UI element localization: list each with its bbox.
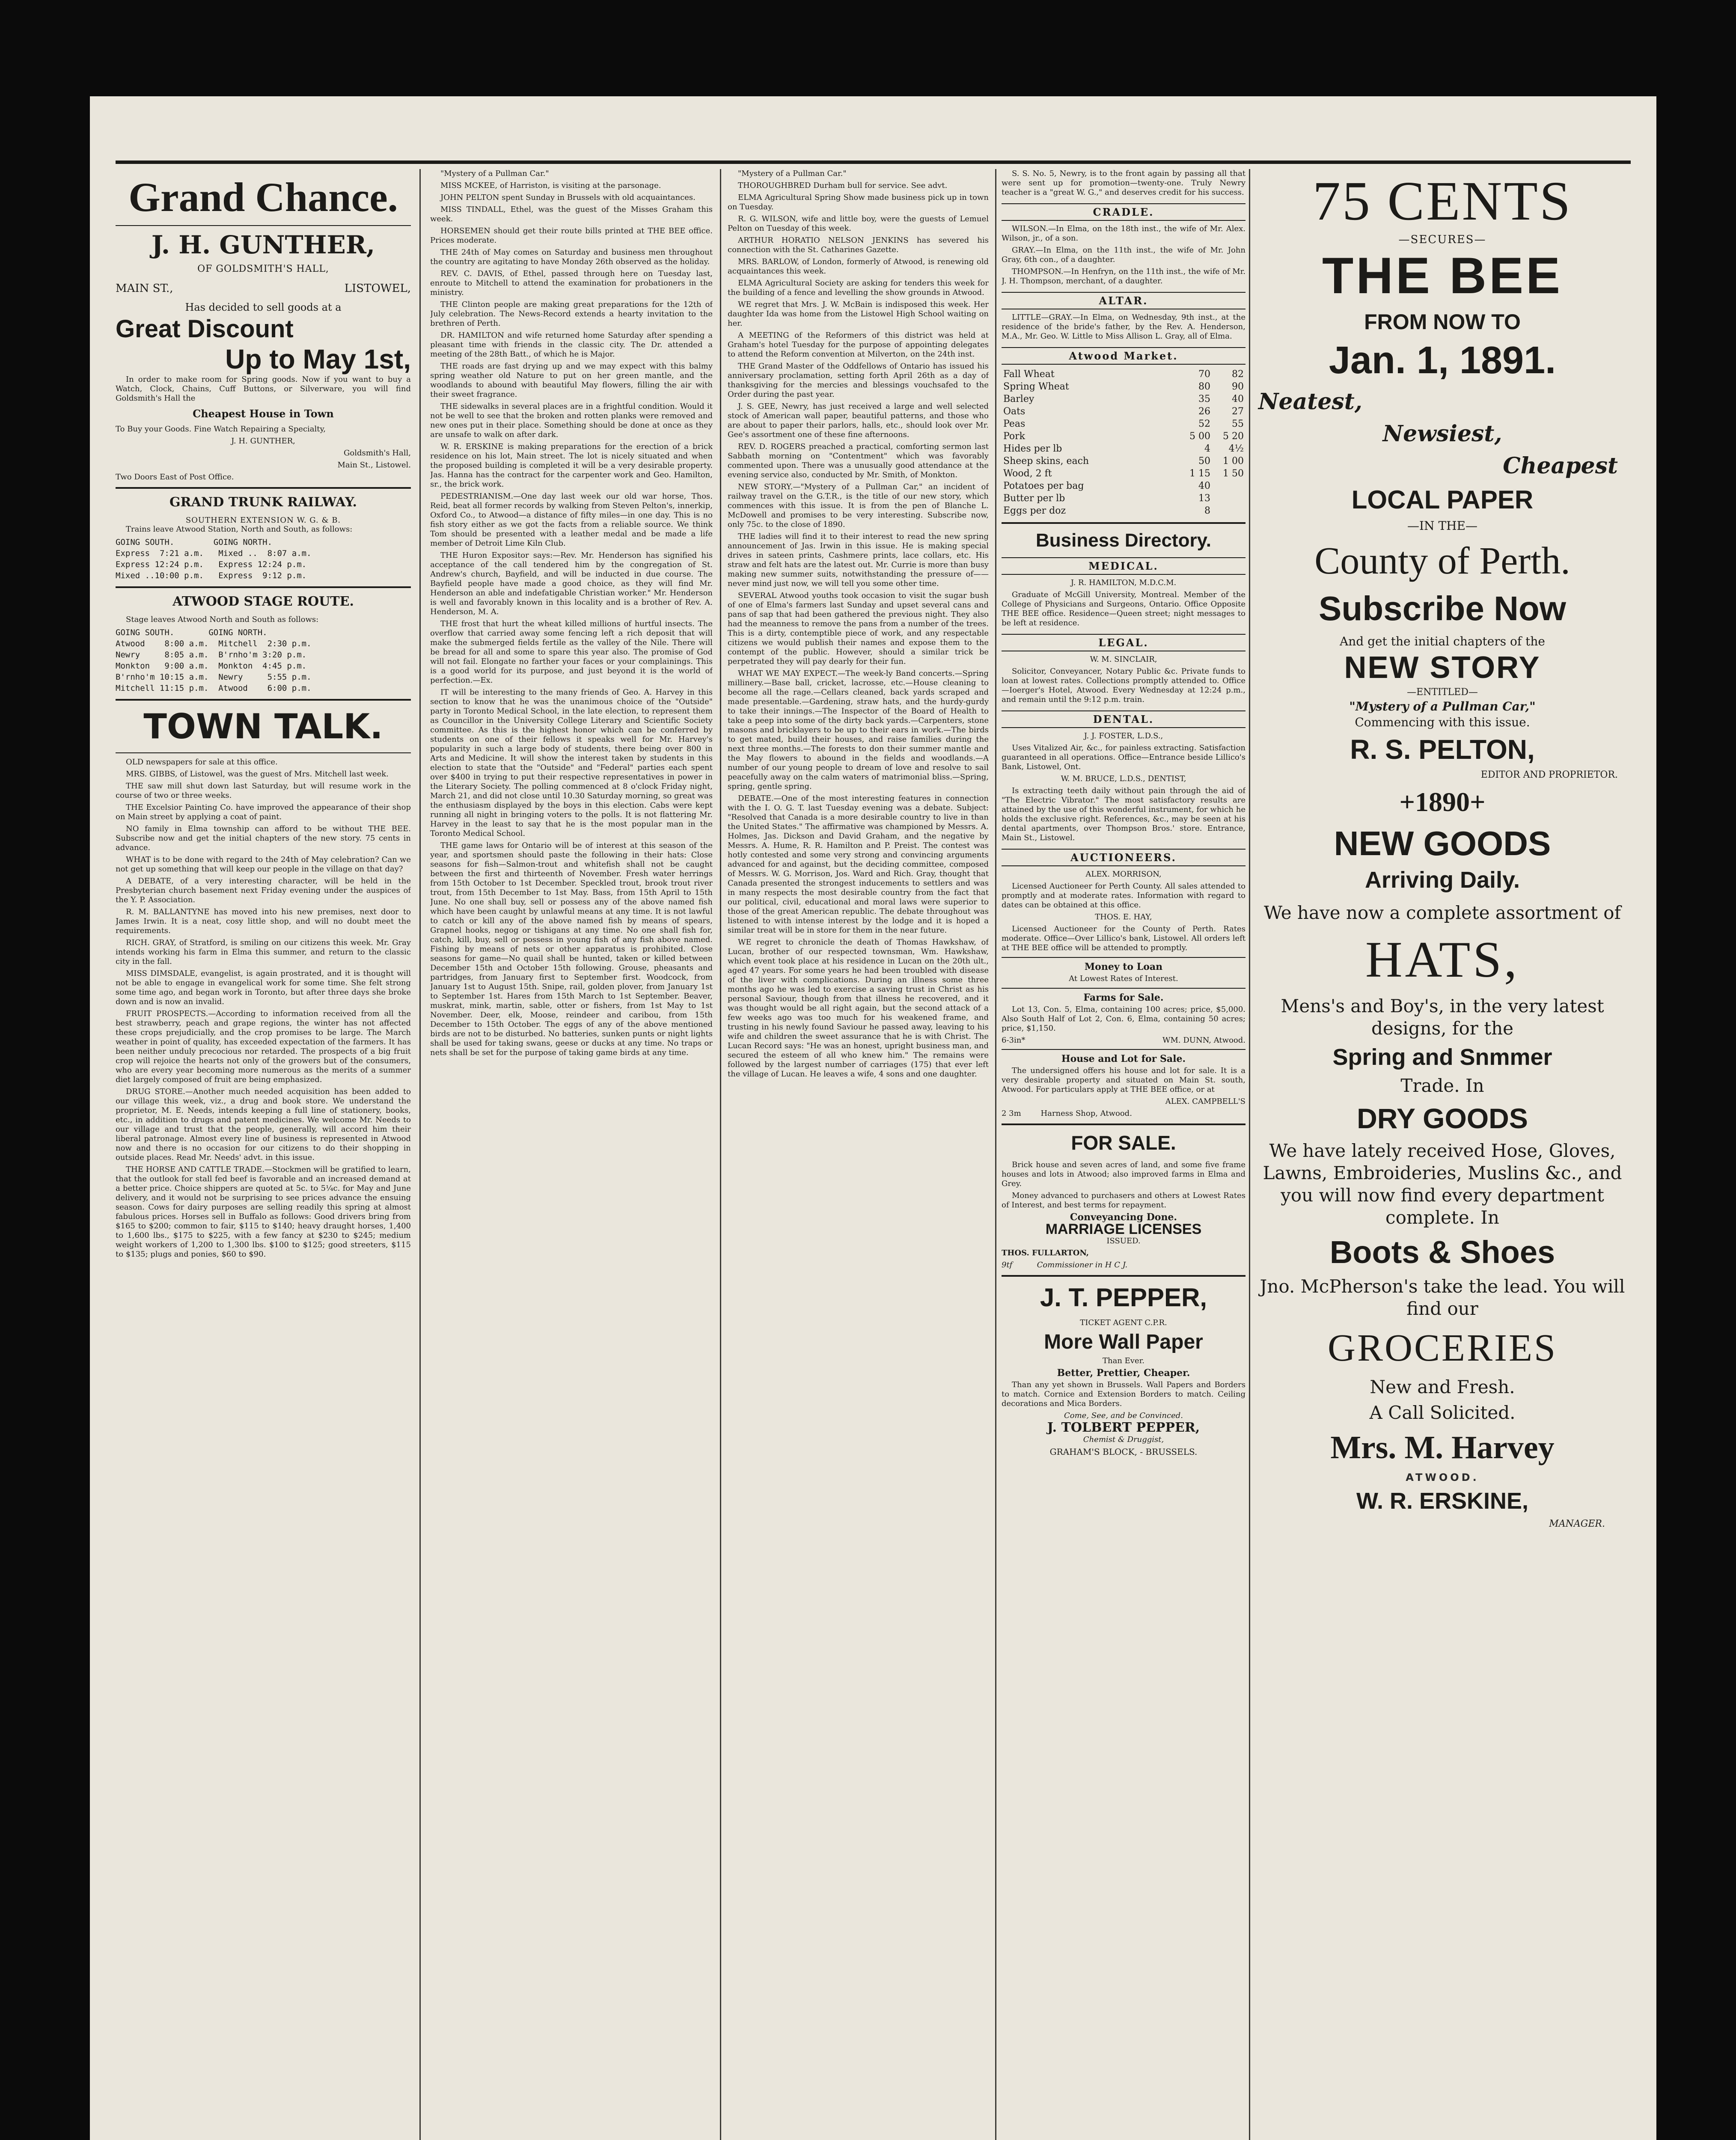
market-price-low: 1 15 [1189,468,1210,479]
buy-line: To Buy your Goods. Fine Watch Repairing a Specialty, [116,425,326,434]
cheapest-house: Cheapest House in Town [193,407,334,420]
sinclair-text: Solicitor, Conveyancer, Notary Public &c. Private funds to loan at lowest rates. Collections promptly attended to. Office—Ioerger's Hotel, Atwood. Every Wednesday at 12:24 p.m., and remain until the 9:12 p.m. train. [1002,667,1246,704]
divider [116,225,411,226]
address-left: MAIN ST., [116,282,173,295]
morrison-text: Licensed Auctioneer for Perth County. All sales attended to promptly and at moderate rates. Information with regard to dates can be obtained at this office. [1002,882,1246,910]
hats: HATS, [1365,931,1520,988]
hay-text: Licensed Auctioneer for the County of Perth. Rates moderate. Office—Over Lillico's bank, Listowel. All orders left at THE BEE office will be attended to promptly. [1002,924,1246,952]
local-item: THOROUGHBRED Durham bull for service. See advt. [738,181,948,190]
local-item: SEVERAL Atwood youths took occasion to visit the sugar bush of one of Elma's farmers last Sunday and upset several cans and pans of sap that had been gathered the previous night. They also had the meanness to remove the pans from a number of the trees. This is a dirty, contemptible piece of work, and any respectable citizens we would publish their names and expose them to the contempt of the public. However, should a similar trick be perpetrated they will pay dearly for their fun. [728,591,989,666]
mrs-harvey: Mrs. M. Harvey [1330,1430,1555,1465]
market-item: Wood, 2 ft [1003,468,1052,479]
for-sale: FOR SALE. [1071,1132,1176,1154]
local-paper: LOCAL PAPER [1351,485,1534,514]
forsale-text: Brick house and seven acres of land, and some five frame houses and lots in Atwood; also improved farms in Elma and Grey. [1002,1160,1246,1188]
market-price-high: 82 [1232,369,1244,380]
new-goods: NEW GOODS [1334,824,1551,862]
local-item: REV. C. DAVIS, of Ethel, passed through here on Tuesday last, enroute to Mitchell to attend the examination for probationers in the ministry. [430,269,713,297]
gunther-intro: Has decided to sell goods at a [185,301,342,313]
market-price-low: 5 00 [1189,431,1210,442]
new-fresh: New and Fresh. [1370,1376,1515,1397]
divider [116,752,411,753]
local-item: JOHN PELTON spent Sunday in Brussels with old acquaintances. [440,193,696,202]
market-item: Peas [1003,419,1026,429]
market-row [1002,418,1246,430]
market-row [1002,455,1246,467]
trade-in: Trade. In [1400,1075,1484,1096]
stage-intro: Stage leaves Atwood North and South as follows: [126,615,319,624]
column-rule [995,169,996,2140]
mystery-title: "Mystery of a Pullman Car," [1349,699,1536,713]
top-rule [116,160,1631,164]
market-row [1002,368,1246,380]
market-row [1002,443,1246,455]
address-right: LISTOWEL, [344,282,411,295]
gunther-name: J. H. GUNTHER, [151,230,375,259]
new-story: NEW STORY [1344,651,1541,685]
wall-paper: More Wall Paper [1044,1331,1203,1353]
train-schedule: GOING SOUTH. GOING NORTH. Express 7:21 a.m. Mixed .. 8:07 a.m. Express 12:24 p.m. Express 12:24 p.m. Mixed ..10:00 p.m. Express 9:12 p.m. [116,538,312,580]
local-item: REV. D. ROGERS preached a practical, comforting sermon last Sabbath morning on "Contentment" which was favorably commented upon. There was a unusually good attendance at the evening service also, conducted by Mr. Smith, of Monkton. [728,442,989,479]
market-row [1002,480,1246,492]
local-item: MISS MCKEE, of Harriston, is visiting at the parsonage. [440,181,661,190]
call-solicited: A Call Solicited. [1369,1402,1516,1423]
tt-item: A DEBATE, of a very interesting character, will be held in the Presbyterian church basement next Friday evening under the auspices of the Y. P. Association. [116,877,411,904]
wall-text: Than any yet shown in Brussels. Wall Papers and Borders to match. Cornice and Extension Borders to match. Ceiling decorations and Mica Borders. [1002,1380,1246,1408]
market-head: Atwood Market. [1002,347,1246,365]
local-item: THE ladies will find it to their interest to read the new spring announcement of Jas. Irwin in this issue. He is making special drives in sateen prints, Cashmere prints, lace collars, etc. His straw and felt hats are the latest out. Mr. Currie is more than busy making new summer suits, notwithstanding the pressure of——never mind just now, we will tell you some other time. [728,532,989,588]
local-item: "Mystery of a Pullman Car." [440,169,549,178]
farms-head: Farms for Sale. [1083,992,1164,1003]
divider [1002,1049,1246,1050]
column-3 [728,169,989,2140]
spring-summer: Spring and Snmmer [1332,1044,1552,1070]
tt-item: MISS DIMSDALE, evangelist, is again prostrated, and it is thought will not be able to engage in evangelical work for some time. She felt strong some time ago, and began work in Toronto, but after three days she broke down and is now an invalid. [116,969,411,1006]
market-item: Fall Wheat [1003,369,1055,380]
market-price-low: 4 [1204,443,1210,454]
local-item: A MEETING of the Reformers of this district was held at Graham's hotel Tuesday for the purpose of appointing delegates to attend the Reform convention at Milverton, on the 24th inst. [728,331,989,359]
newsiest: Newsiest, [1382,421,1502,447]
jan-1891: Jan. 1, 1891. [1329,339,1556,382]
town-talk-title: TOWN TALK. [143,707,383,746]
tt-item: OLD newspapers for sale at this office. [126,758,278,767]
divider [1002,957,1246,958]
tt-item: DRUG STORE.—Another much needed acquisition has been added to our village this week, viz., a drug and book store. We understand the proprietor, M. E. Needs, intends keeping a full line of stationery, books, etc., in addition to drugs and patent medicines. We welcome Mr. Needs to our village and trust that the people, generally, will accord him their liberal patronage. Almost every line of business is represented in Atwood now and there is no occasion for our citizens to do their shopping in outside places. Read Mr. Needs' advt. in this issue. [116,1087,411,1162]
farms-sig [1002,1036,1246,1045]
column-4 [1002,169,1246,2140]
tt-item: WHAT is to be done with regard to the 24th of May celebration? Can we not get up something that will keep our people in the village on that day? [116,855,411,874]
bruce-name: W. M. BRUCE, L.D.S., DENTIST, [1061,774,1186,783]
divider [1002,1124,1246,1125]
newry-item: S. S. No. 5, Newry, is to the front again by passing all that were sent up for promotion—twenty-one. Truly Newry teacher is a "great W. G.," and deserves credit for his success. [1002,169,1246,197]
local-item: MISS TINDALL, Ethel, was the guest of the Misses Graham this week. [430,205,713,223]
tt-item: THE saw mill shut down last Saturday, but will resume work in the course of two or three weeks. [116,782,411,800]
in-the: —IN THE— [1407,519,1477,533]
column-rule [720,169,721,2140]
bruce-text: Is extracting teeth daily without pain through the aid of "The Electric Vibrator." The most satisfactory results are attained by the use of this wonderful instrument, for which he holds the exclusive right. References, &c., may be seen at his dental apartments, over Thompson Bros.' store. Entrance, Main St., Listowel. [1002,786,1246,842]
tt-item: MRS. GIBBS, of Listowel, was the guest of Mrs. Mitchell last week. [126,770,389,779]
stage-head: ATWOOD STAGE ROUTE. [172,594,354,609]
market-item: Butter per lb [1003,493,1065,504]
mcpherson: Jno. McPherson's take the lead. You will find our [1260,1276,1625,1319]
conveyancing: Conveyancing Done. [1070,1212,1177,1223]
market-row [1002,492,1246,505]
market-price-low: 35 [1198,394,1210,404]
market-price-high [1212,492,1246,505]
manager: MANAGER. [1549,1519,1605,1529]
sig-3: Main St., Listowel. [337,461,411,470]
house-sig: ALEX. CAMPBELL'S [1165,1097,1246,1106]
grand-chance-title: Grand Chance. [128,174,398,220]
market-price-low: 40 [1198,481,1210,491]
up-to-may: Up to May 1st, [225,344,411,374]
market-item: Spring Wheat [1003,381,1069,392]
local-item: WE regret to chronicle the death of Thomas Hawkshaw, of Lucan, brother of our respected townsman, Wm. Hawkshaw, which event took place at his residence in Lucan on the 20th ult., aged 47 years. For some years he had been troubled with disease of the liver with complications. During an illness some three months ago he was led to exercise a saving trust in Christ as his personal Saviour, though from that illness he recovered, and it was thought would be all right again, but the second attack of a few weeks ago was too much for his weakened frame, and trusting in his newly found Saviour he passed away, leaving to his wife and children the sweet assurance that he is with Christ. The Lucan Record says: "He was an honest, upright business man, and secured the esteem of all who knew him." The remains were followed by the largest number of carriages (175) that ever left the village of Lucan. He leaves a wife, 4 sons and one daughter. [728,938,989,1079]
market-row [1002,467,1246,480]
market-row [1002,380,1246,393]
local-item: THE sidewalks in several places are in a frightful condition. Would it not be well to see that the broken and rotten planks were removed and new ones put in their place. Something should be done at once as they are unsafe to walk on after dark. [430,402,713,439]
cradle-item: WILSON.—In Elma, on the 18th inst., the wife of Mr. Alex. Wilson, jr., of a son. [1002,224,1246,243]
house-sig-2: 2 3m Harness Shop, Atwood. [1002,1109,1132,1118]
business-directory: Business Directory. [1035,530,1211,551]
market-price-low: 70 [1198,369,1210,380]
sinclair-name: W. M. SINCLAIR, [1090,655,1157,664]
cheapest: Cheapest [1503,453,1618,479]
medical-head: MEDICAL. [1002,557,1246,575]
seventy-five-cents: 75 CENTS [1312,170,1573,232]
auctioneers-head: AUCTIONEERS. [1002,849,1246,866]
tt-item: THE Excelsior Painting Co. have improved the appearance of their shop on Main street by applying a coat of paint. [116,803,411,821]
erskine: W. R. ERSKINE, [1356,1488,1529,1514]
local-item: THE game laws for Ontario will be of interest at this season of the year, and sportsmen should paste the following in their hats: Close seasons for fish—Salmon-trout and whitefish shall not be caught between the first and thirteenth of November. Fresh water herrings from 15th October to 1st December. Speckled trout, brook trout river trout, from 15th December to 1st May. Bass, from 15th April to 15th June. No one shall buy, sell or possess any of the above named fish which have been caught by unlawful means at any time. It is not lawful to catch or kill any of the above named fish by means of spears, Grapnel hooks, negog or tishigans at any time. No one shall fish for, catch, kill, buy, sell or possess in young fish of any fish above named. Fishing by means of nets or other apparatus is prohibited. Close seasons for game—No quail shall be hunted, taken or killed between December 15th and October 15th following. Grouse, pheasants and partridges, from January first to September first. Woodcock, from January 1st to August 15th. Snipe, rail, golden plover, from January 1st to September 1st. Hares from 15th March to 1st September. Beaver, muskrat, mink, martin, sable, otter or fishers, from 1st May to 1st November. Deer, elk, Moose, reindeer and caribou, from 15th December to 15th October. The eggs of any of the above mentioned birds are not to be disturbed. No batteries, sunken punts or night lights shall be used for taking swans, geese or ducks at any time. No traps or nets shall be set for the purpose of taking game birds at any time. [430,841,713,1057]
foster-text: Uses Vitalized Air, &c., for painless extracting. Satisfaction guaranteed in all operations. Office—Entrance beside Lillico's Bank, Listowel, Ont. [1002,743,1246,771]
local-item: THE Huron Expositor says:—Rev. Mr. Henderson has signified his acceptance of the call tendered him by the congregation of St. Andrew's church, Bayfield, and will be inducted in due course. The Bayfield people have made a good choice, as they will find Mr. Henderson an able and indefatigable Christian worker." Mr. Henderson is well and favorably known in this locality and is a brother of Rev. A. Henderson, M. A. [430,551,713,616]
fullarton-2: 9tf Commissioner in H C J. [1002,1260,1128,1269]
local-item: WE regret that Mrs. J. W. McBain is indisposed this week. Her daughter Ida was home from the Listowel High School waiting on her. [728,300,989,328]
local-item: IT will be interesting to the many friends of Geo. A. Harvey in this section to know that he was the unanimous choice of the "Outside" party in Toronto Medical School, in the late election, to represent them as Councillor in the University College Literary and Scientific Society committee. As this is the highest honor which can be conferred by students on one of their fellows it speaks well for Mr. Harvey's popularity in such a large body of students, there being over 800 in Arts and Medicine. It will show the interest taken by students in this election to state that the "Outside" and "Federal" parties each spent over $400 in trying to put their respective representatives in power in the Literary Society. The polling commenced at 8 o'clock Friday night, March 21, and did not close until 10.30 Saturday morning, so great was the enthusiasm displayed by the boys in this election. Cabs were kept running all night in bringing voters to the polls. It is not flattering Mr. Harvey in the least to say that he is the most popular man in the Toronto Medical School. [430,688,713,838]
the-bee: THE BEE [1322,247,1563,304]
money-head: Money to Loan [1084,961,1163,972]
pepper-name: J. T. PEPPER, [1040,1283,1207,1312]
marriage-licenses: MARRIAGE LICENSES [1045,1221,1202,1237]
neatest: Neatest, [1258,389,1362,415]
address-line [116,282,411,295]
mens-boys: Mens's and Boy's, in the very latest designs, for the [1281,996,1604,1039]
local-item: THE roads are fast drying up and we may expect with this balmy spring weather old Nature to put on her green mantle, and the woodlands to abound with beautiful May flowers, filling the air with their sweet fragrance. [430,362,713,399]
market-price-low: 13 [1198,493,1210,504]
hamilton-text: Graduate of McGill University, Montreal. Member of the College of Physicians and Surgeons, Ontario. Office Opposite THE BEE office. Residence—Queen street; night messages to be left at residence. [1002,590,1246,627]
goldsmiths-hall: OF GOLDSMITH'S HALL, [197,264,329,274]
market-price-high: 4½ [1228,443,1244,454]
divider [116,586,411,588]
house-head: House and Lot for Sale. [1061,1053,1186,1064]
sig-4: Two Doors East of Post Office. [116,473,234,482]
market-item: Hides per lb [1003,443,1062,454]
tt-item: FRUIT PROSPECTS.—According to information received from all the best strawberry, peach and grape regions, the winter has not affected these crops prejudicially, and the crop promises to be large. The March weather in point of quality, has exceeded expectation of the farmers. It has been neither unduly precocious nor retarded. The prospects of a big fruit crop will rejoice the hearts not only of the growers but of the consumers, who are every year becoming more numerous as the merits of a summer diet largely composed of fruit are being emphasized. [116,1009,411,1084]
great-discount: Great Discount [116,315,294,343]
grahams-block: GRAHAM'S BLOCK, - BRUSSELS. [1049,1447,1198,1457]
local-item: ARTHUR HORATIO NELSON JENKINS has severed his connection with the St. Catharines Gazette. [728,236,989,254]
market-price-high [1212,480,1246,492]
market-row [1002,393,1246,405]
lately-received: We have lately received Hose, Gloves, Lawns, Embroideries, Muslins &c., and you will now find every department complete. In [1263,1140,1622,1228]
fullarton: THOS. FULLARTON, [1002,1248,1089,1257]
market-price-high: 27 [1232,406,1244,417]
local-item: R. G. WILSON, wife and little boy, were the guests of Lemuel Pelton on Tuesday of this week. [728,214,989,233]
local-item: DR. HAMILTON and wife returned home Saturday after spending a pleasant time with friends in the classic city. The Dr. attended a meeting of the 28th Batt., of which he is Major. [430,331,713,359]
divider [1002,1275,1246,1277]
market-price-low: 80 [1198,381,1210,392]
local-item: DEBATE.—One of the most interesting features in connection with the I. O. G. T. last Tuesday evening was a debate. Subject: "Resolved that Canada is a more desirable country to live in than the United States." The affirmative was championed by Messrs. A. Holmes, Jas. Dickson and David Graham, and the negative by Messrs. A. Hume, R. R. Hamilton and P. Preist. The contest was hotly contested and some very strong and convincing arguments advanced for and against, but the deciding committee, composed of Messrs. W. G. Morrison, Jos. Ward and Rich. Gray, thought that Canada presented the strongest inducements to settlers and was in many respects the most desirable country from the fact that our political, civil, educational and moral laws were superior to those of the great American republic. The debate throughout was listened to with intense interest by the lodge and it is hoped a similar treat will be in store for them in the near future. [728,794,989,935]
newspaper-page [90,96,1656,2140]
cradle-item: GRAY.—In Elma, on the 11th inst., the wife of Mr. John Gray, 6th con., of a daughter. [1002,246,1246,264]
local-item: "Mystery of a Pullman Car." [738,169,847,178]
market-price-high: 90 [1232,381,1244,392]
local-item: WHAT WE MAY EXPECT.—The week-ly Band concerts.—Spring millinery.—Base ball, cricket, lacrosse, etc.—House cleaning to become all the rage.—Cellars cleaned, back yards scraped and made presentable.—Gardening, straw hats, and the hurdy-gurdy to take their innings.—The Inspector of the Board of Health to take a peep into some of the dirty back yards.—Carpenters, stone masons and bricklayers to be up to their ears in work.—The birds to get mated, build their houses, and raise families during the next three months.—The forests to don their summer mantle and the May flowers to abound in the fields and woodlands.—A number of our young people to dream of love and resolve to sail peacefully away on the calm waters of matrimonial bliss.—Spring, spring, gentle spring. [728,669,989,791]
tolbert-pepper: J. TOLBERT PEPPER, [1047,1420,1200,1435]
market-row [1002,405,1246,418]
altar-head: ALTAR. [1002,292,1246,309]
money-line: At Lowest Rates of Interest. [1069,974,1178,983]
local-item: ELMA Agricultural Society are asking for tenders this week for the building of a fence and levelling the show grounds in Atwood. [728,279,989,297]
hay-name: THOS. E. HAY, [1095,912,1152,921]
local-item: J. S. GEE, Newry, has just received a large and well selected stock of American wall paper, beautiful patterns, and those who are about to paper their parlors, halls, etc., should look over Mr. Gee's assortment one of these fine afternoons. [728,402,989,439]
secures: —SECURES— [1398,233,1486,246]
column-rule [1249,169,1250,2140]
market-price-high [1212,505,1246,517]
pelton-name: R. S. PELTON, [1350,734,1535,765]
atwood: ATWOOD. [1406,1471,1479,1483]
altar-item: LITTLE—GRAY.—In Elma, on Wednesday, 9th inst., at the residence of the bride's father, by the Rev. A. Henderson, M.A., Mr. Geo. W. Little to Miss Allison L. Gray, all of Elma. [1002,313,1246,341]
cradle-item: THOMPSON.—In Henfryn, on the 11th inst., the wife of Mr. J. H. Thompson, merchant, of a daughter. [1002,267,1246,285]
farms-sig-left: 6-3in* [1002,1036,1026,1045]
market-price-high: 5 20 [1223,431,1244,442]
market-item: Potatoes per bag [1003,481,1084,491]
column-1 [116,169,411,2140]
tt-item: R. M. BALLANTYNE has moved into his new premises, next door to James Irwin. It is a neat, cosy little shop, and will no doubt meet the requirements. [116,907,411,935]
legal-head: LEGAL. [1002,634,1246,651]
county-of-perth: County of Perth. [1314,540,1570,582]
hamilton-name: J. R. HAMILTON, M.D.C.M. [1070,578,1177,587]
editor-proprietor: EDITOR AND PROPRIETOR. [1480,770,1618,780]
tt-item: RICH. GRAY, of Stratford, is smiling on our citizens this week. Mr. Gray intends working his farm in Elma this summer, and return to the classic city in the fall. [116,938,411,966]
boots-shoes: Boots & Shoes [1329,1234,1555,1270]
local-item: NEW STORY.—"Mystery of a Pullman Car," an incident of railway travel on the G.T.R., is the title of our new story, which commences with this issue. It is from the pen of Blanche L. McDowell and promises to be very interesting. Subscribe now, only 75c. to the close of 1890. [728,482,989,529]
than-ever: Than Ever. [1103,1356,1144,1365]
trains-intro: Trains leave Atwood Station, North and South, as follows: [126,525,353,534]
market-row [1002,430,1246,443]
market-price-low: 26 [1198,406,1210,417]
local-item: THE 24th of May comes on Saturday and business men throughout the country are agitating to have Monday 26th observed as the holiday. [430,248,713,266]
issued: ISSUED. [1106,1236,1141,1245]
sig-2: Goldsmith's Hall, [344,449,411,458]
entitled: —ENTITLED— [1407,687,1478,698]
market-item: Oats [1003,406,1026,417]
local-item: W. R. ERSKINE is making preparations for the erection of a brick residence on his lot, Main street. The lot is nicely situated and when the proposed building is completed it will be a very desirable property. Jas. Hanna has the contract for the carpenter work and Geo. Hamilton, sr., the brick work. [430,442,713,489]
foster-name: J. J. FOSTER, L.D.S., [1084,731,1163,740]
dental-head: DENTAL. [1002,710,1246,728]
railway-head: GRAND TRUNK RAILWAY. [169,495,357,510]
market-table [1002,368,1246,517]
assortment: We have now a complete assortment of [1263,902,1621,923]
column-2 [430,169,713,2140]
year-1890: +1890+ [1399,787,1486,817]
forsale-text-2: Money advanced to purchasers and others at Lowest Rates of Interest, and best terms for repayment. [1002,1191,1246,1210]
local-item: THE frost that hurt the wheat killed millions of hurtful insects. The overflow that carried away some fencing left a rich deposit that will make the submerged fields fertile as the valley of the Nile. There will be bread for all and some to spare this year also. The promise of God will not fail. Elongate no farther your faces or your complainings. This is a good world for its purpose, and just beyond it is the world of perfection.—Ex. [430,619,713,685]
market-price-high: 40 [1232,394,1244,404]
divider [1002,522,1246,524]
sig-1: J. H. GUNTHER, [231,437,295,446]
cradle-head: CRADLE. [1002,203,1246,221]
market-price-low: 8 [1204,505,1210,516]
railway-sub: SOUTHERN EXTENSION W. G. & B. [185,516,341,525]
house-text: The undersigned offers his house and lot for sale. It is a very desirable property and situated on Main St. south, Atwood. For particulars apply at THE BEE office, or at [1002,1066,1246,1094]
come-see: Come, See, and be Convinced. [1064,1411,1183,1420]
initial-chapters: And get the initial chapters of the [1340,634,1545,648]
market-price-low: 50 [1198,456,1210,467]
market-price-high: 1 00 [1223,456,1244,467]
local-item: PEDESTRIANISM.—One day last week our old war horse, Thos. Reid, beat all former records by walking from Steven Pelton's, innerkip, Oxford Co., to Atwood—a distance of fifty miles—in one day. This is no fish story either as we got the facts from a reliable source. We think Tom should be presented with a leather medal and be made a life member of Detroit Lime Kiln Club. [430,492,713,548]
local-item: MRS. BARLOW, of London, formerly of Atwood, is renewing old acquaintances this week. [728,257,989,276]
tt-item: NO family in Elma township can afford to be without THE BEE. Subscribe now and get the initial chapters of the new story. 75 cents in advance. [116,824,411,852]
better-prettier: Better, Prettier, Cheaper. [1057,1367,1190,1379]
column-5-advertisement [1254,169,1631,2140]
local-item: THE Grand Master of the Oddfellows of Ontario has issued his anniversary proclamation, setting forth April 26th as a day of thanksgiving for the mercies and blessings vouchsafed to the Order during the past year. [728,362,989,399]
divider [116,487,411,489]
local-item: HORSEMEN should get their route bills printed at THE BEE office. Prices moderate. [430,226,713,245]
market-row [1002,505,1246,517]
divider [116,699,411,701]
market-item: Sheep skins, each [1003,456,1089,467]
from-now-to: FROM NOW TO [1364,310,1521,334]
market-item: Pork [1003,431,1026,442]
stage-schedule: GOING SOUTH. GOING NORTH. Atwood 8:00 a.m. Mitchell 2:30 p.m. Newry 8:05 a.m. B'rnho'm 3:20 p.m. Monkton 9:00 a.m. Monkton 4:45 p.m. B'rnho'm 10:15 a.m. Newry 5:55 p.m. Mitchell 11:15 p.m. Atwood 6:00 p.m. [116,628,312,693]
market-price-high: 1 50 [1223,468,1244,479]
market-price-high: 55 [1232,419,1244,429]
chemist: Chemist & Druggist, [1083,1435,1164,1444]
local-item: THE Clinton people are making great preparations for the 12th of July celebration. The News-Record extends a hearty invitation to the brethren of Perth. [430,300,713,328]
gunther-para: In order to make room for Spring goods. Now if you want to buy a Watch, Clock, Chains, Cuff Buttons, or Silverware, you will find Goldsmith's Hall the [116,375,411,403]
market-item: Eggs per doz [1003,505,1066,516]
arriving-daily: Arriving Daily. [1364,867,1520,893]
market-item: Barley [1003,394,1034,404]
farms-text: Lot 13, Con. 5, Elma, containing 100 acres; price, $5,000. Also South Half of Lot 2, Con. 6, Elma, containing 50 acres; price, $1,150. [1002,1005,1246,1033]
morrison-name: ALEX. MORRISON, [1085,870,1162,879]
local-item: ELMA Agricultural Spring Show made business pick up in town on Tuesday. [728,193,989,211]
divider [1002,988,1246,989]
subscribe-now: Subscribe Now [1319,589,1566,627]
farms-sig-right: WM. DUNN, Atwood. [1162,1036,1246,1045]
dry-goods: DRY GOODS [1357,1103,1528,1134]
ticket-agent: TICKET AGENT C.P.R. [1080,1318,1167,1327]
tt-item: THE HORSE AND CATTLE TRADE.—Stockmen will be gratified to learn, that the outlook for stall fed beef is favorable and an increased demand at a better price. Choice shippers are quoted at 5c. to 5¼c. for May and June delivery, and it would not be surprising to see prices advance the ensuing season. Cows for dairy purposes are selling readily this spring at almost fabulous prices. Horses sell in Buffalo as follows: Good drivers bring from $165 to $200; common to fair, $115 to $140; heavy draught horses, 1,400 to 1,600 lbs., $175 to $225, with a few fancy at $230 to $245; medium weight workers of 1,200 to 1,300 lbs. $100 to $125; good streeters, $115 to $135; plugs and ponies, $60 to $90. [116,1165,411,1259]
groceries: GROCERIES [1327,1327,1558,1369]
market-price-low: 52 [1198,419,1210,429]
commencing: Commencing with this issue. [1355,715,1530,729]
column-rule [419,169,421,2140]
